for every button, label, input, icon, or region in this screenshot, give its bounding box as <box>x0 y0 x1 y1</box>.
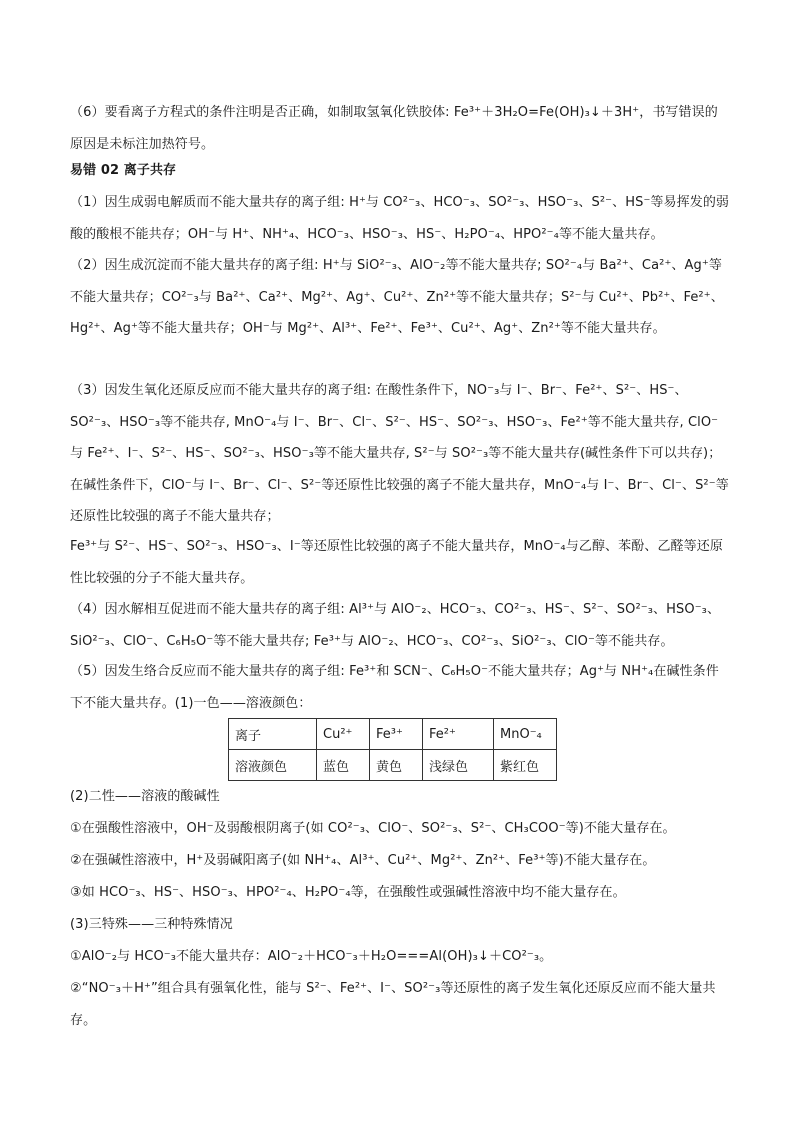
paragraph-weak-electrolyte: （1）因生成弱电解质而不能大量共存的离子组: H⁺与 CO²⁻₃、HCO⁻₃、SO²⁻₃、HSO⁻₃、S²⁻、HS⁻等易挥发的弱酸的酸根不能共存；OH⁻与 H⁺、NH⁺₄、HCO⁻₃、HSO⁻₃、HS⁻、H₂PO⁻₄、HPO²⁻₄等不能大量共存。 <box>70 195 730 242</box>
paragraph-6-equation-condition: （6）要看离子方程式的条件注明是否正确，如制取氢氧化铁胶体: Fe³⁺＋3H₂O=Fe(OH)₃↓＋3H⁺，书写错误的原因是未标注加热符号。 <box>70 105 718 152</box>
table-cell: Fe³⁺ <box>370 719 423 750</box>
item-amphoteric-anions: ③如 HCO⁻₃、HS⁻、HSO⁻₃、HPO²⁻₄、H₂PO⁻₄等，在强酸性或强碱性溶液中均不能大量存在。 <box>70 885 626 900</box>
heading-special-cases: (3)三特殊——三种特殊情况 <box>70 917 233 932</box>
item-strong-acid: ①在强酸性溶液中，OH⁻及弱酸根阴离子(如 CO²⁻₃、ClO⁻、SO²⁻₃、S²⁻、CH₃COO⁻等)不能大量存在。 <box>70 821 676 836</box>
paragraph-complexation: （5）因发生络合反应而不能大量共存的离子组: Fe³⁺和 SCN⁻、C₆H₅O⁻不能大量共存；Ag⁺与 NH⁺₄在碱性条件下不能大量共存。(1)一色——溶液颜色： <box>70 664 719 711</box>
table-cell: 浅绿色 <box>423 750 494 781</box>
section-heading-ion-coexistence: 易错 02 离子共存 <box>70 163 177 178</box>
table-row <box>229 750 557 781</box>
table-cell: Fe²⁺ <box>423 719 494 750</box>
paragraph-precipitate: （2）因生成沉淀而不能大量共存的离子组: H⁺与 SiO²⁻₃、AlO⁻₂等不能大量共存; SO²⁻₄与 Ba²⁺、Ca²⁺、Ag⁺等不能大量共存；CO²⁻₃与 Ba²⁺、Ca²⁺、Mg²⁺、Ag⁺、Cu²⁺、Zn²⁺等不能大量共存；S²⁻与 Cu²⁺、Pb²⁺、Fe²⁺、Hg²⁺、Ag⁺等不能大量共存；OH⁻与 Mg²⁺、Al³⁺、Fe²⁺、Fe³⁺、Cu²⁺、Ag⁺、Zn²⁺等不能大量共存。 <box>70 258 724 336</box>
table-cell: Cu²⁺ <box>317 719 370 750</box>
table-cell: 黄色 <box>370 750 423 781</box>
item-alo2-hco3: ①AlO⁻₂与 HCO⁻₃不能大量共存：AlO⁻₂＋HCO⁻₃＋H₂O===Al(OH)₃↓＋CO²⁻₃。 <box>70 949 553 964</box>
table-cell: MnO⁻₄ <box>494 719 557 750</box>
solution-color-table <box>228 718 557 781</box>
item-strong-base: ②在强碱性溶液中，H⁺及弱碱阳离子(如 NH⁺₄、Al³⁺、Cu²⁺、Mg²⁺、Zn²⁺、Fe³⁺等)不能大量存在。 <box>70 853 656 868</box>
table-row <box>229 719 557 750</box>
paragraph-redox: （3）因发生氧化还原反应而不能大量共存的离子组: 在酸性条件下，NO⁻₃与 I⁻、Br⁻、Fe²⁺、S²⁻、HS⁻、SO²⁻₃、HSO⁻₃等不能共存, MnO⁻₄与 I⁻、Br⁻、Cl⁻、S²⁻、HS⁻、SO²⁻₃、HSO⁻₃、Fe²⁺等不能大量共存, ClO⁻与 Fe²⁺、I⁻、S²⁻、HS⁻、SO²⁻₃、HSO⁻₃等不能大量共存, S²⁻与 SO²⁻₃等不能大量共存(碱性条件下可以共存)；在碱性条件下，ClO⁻与 I⁻、Br⁻、Cl⁻、S²⁻等还原性比较强的离子不能大量共存，MnO⁻₄与 I⁻、Br⁻、Cl⁻、S²⁻等还原性比较强的离子不能大量共存； <box>70 383 729 524</box>
paragraph-hydrolysis: （4）因水解相互促进而不能大量共存的离子组: Al³⁺与 AlO⁻₂、HCO⁻₃、CO²⁻₃、HS⁻、S²⁻、SO²⁻₃、HSO⁻₃、SiO²⁻₃、ClO⁻、C₆H₅O⁻等不能大量共存; Fe³⁺与 AlO⁻₂、HCO⁻₃、CO²⁻₃、SiO²⁻₃、ClO⁻等不能共存。 <box>70 602 721 649</box>
table-cell: 蓝色 <box>317 750 370 781</box>
table-cell: 溶液颜色 <box>229 750 317 781</box>
paragraph-fe3-redox: Fe³⁺与 S²⁻、HS⁻、SO²⁻₃、HSO⁻₃、I⁻等还原性比较强的离子不能大量共存，MnO⁻₄与乙醇、苯酚、乙醛等还原性比较强的分子不能大量共存。 <box>70 539 723 586</box>
item-no3-h-oxidizing: ②“NO⁻₃＋H⁺”组合具有强氧化性，能与 S²⁻、Fe²⁺、I⁻、SO²⁻₃等还原性的离子发生氧化还原反应而不能大量共存。 <box>70 981 716 1028</box>
heading-acidity-basicity: (2)二性——溶液的酸碱性 <box>70 789 220 804</box>
table-cell: 离子 <box>229 719 317 750</box>
table-cell: 紫红色 <box>494 750 557 781</box>
